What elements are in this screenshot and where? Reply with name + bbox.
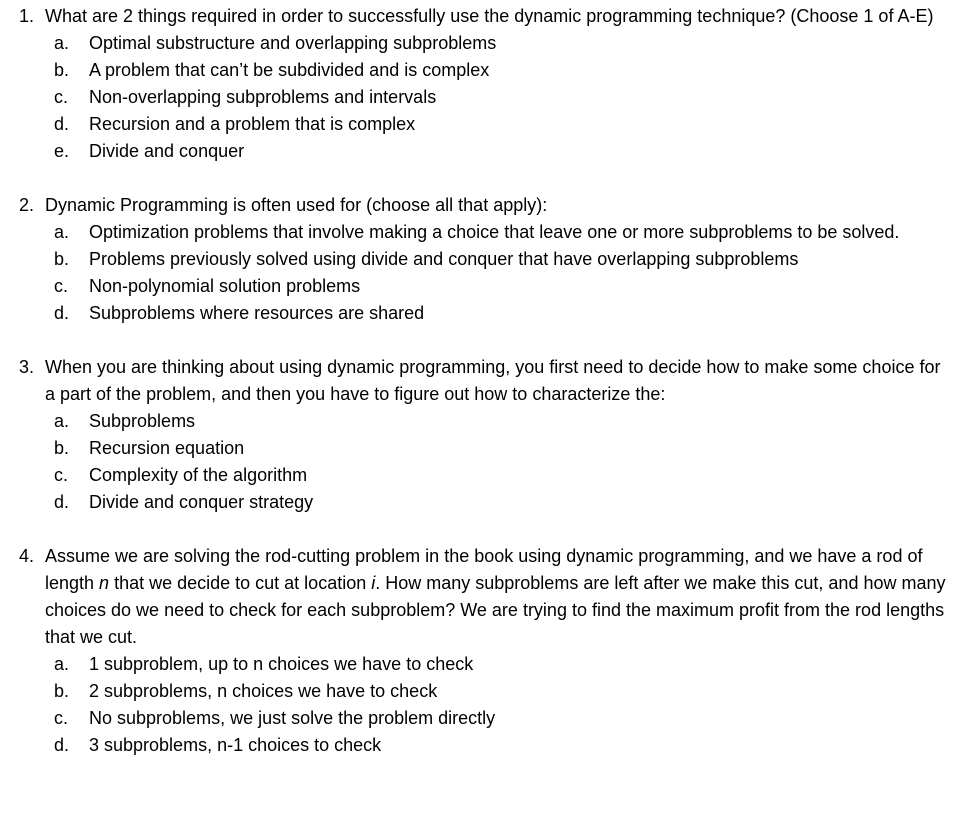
option-letter: c.: [54, 708, 69, 728]
option-b: [54, 678, 954, 705]
option-letter: c.: [54, 465, 69, 485]
option-text: 1 subproblem, up to n choices we have to check: [89, 654, 474, 674]
option-text: 3 subproblems, n-1 choices to check: [89, 735, 382, 755]
option-text: Non-polynomial solution problems: [89, 276, 361, 296]
option-text: Recursion and a problem that is complex: [89, 114, 416, 134]
option-d: [54, 489, 954, 516]
question-number: 2.: [19, 195, 35, 215]
option-e: [54, 138, 954, 165]
option-text: Problems previously solved using divide and conquer that have overlapping subproblems: [89, 249, 799, 269]
question-2: [19, 192, 954, 327]
question-number: 1.: [19, 6, 35, 26]
option-letter: b.: [54, 438, 70, 458]
option-letter: d.: [54, 492, 70, 512]
option-letter: c.: [54, 276, 69, 296]
option-text: 2 subproblems, n choices we have to check: [89, 681, 438, 701]
question-text: Dynamic Programming is often used for (choose all that apply):: [45, 195, 548, 215]
question-2-stem: [19, 192, 954, 219]
option-c: [54, 84, 954, 111]
option-letter: a.: [54, 654, 70, 674]
question-3-stem: [19, 354, 954, 408]
question-4-stem: [19, 543, 954, 651]
question-number: 3.: [19, 357, 35, 377]
option-letter: e.: [54, 141, 70, 161]
option-text: Optimal substructure and overlapping subproblems: [89, 33, 497, 53]
option-letter: d.: [54, 303, 70, 323]
option-b: [54, 57, 954, 84]
option-a: [54, 219, 954, 246]
option-letter: d.: [54, 735, 70, 755]
question-1-stem: [19, 3, 954, 30]
question-3: [19, 354, 954, 516]
question-text-part: Assume we are solving the rod-cutting problem in the book using dynamic programming, and we have a rod of length: [45, 546, 923, 593]
option-letter: a.: [54, 222, 70, 242]
option-list: [19, 408, 954, 516]
option-a: [54, 651, 954, 678]
option-letter: b.: [54, 60, 70, 80]
option-letter: a.: [54, 411, 70, 431]
question-text: When you are thinking about using dynamic programming, you first need to decide how to make some choice for a part of the problem, and then you have to figure out how to characterize the:: [45, 357, 941, 404]
variable-i: i: [371, 573, 376, 593]
option-letter: a.: [54, 33, 70, 53]
option-text: A problem that can’t be subdivided and is complex: [89, 60, 490, 80]
variable-n: n: [99, 573, 110, 593]
option-text: Subproblems: [89, 411, 196, 431]
option-list: [19, 219, 954, 327]
option-letter: b.: [54, 249, 70, 269]
option-text: No subproblems, we just solve the problem directly: [89, 708, 496, 728]
option-list: [19, 30, 954, 165]
option-b: [54, 246, 954, 273]
option-c: [54, 462, 954, 489]
question-text-part: . How many subproblems are left after we make this cut, and how many choices do we need to check for each subproblem? We are trying to find the maximum profit from the rod lengths that we cut.: [45, 573, 946, 647]
option-list: [19, 651, 954, 759]
option-text: Optimization problems that involve making a choice that leave one or more subproblems to be solved.: [89, 222, 900, 242]
option-d: [54, 111, 954, 138]
question-4: [19, 543, 954, 759]
question-1: [19, 3, 954, 165]
option-letter: c.: [54, 87, 69, 107]
option-text: Divide and conquer: [89, 141, 245, 161]
question-text: [45, 543, 954, 651]
option-a: [54, 408, 954, 435]
option-c: [54, 273, 954, 300]
question-number: 4.: [19, 546, 35, 566]
option-text: Divide and conquer strategy: [89, 492, 314, 512]
option-text: Subproblems where resources are shared: [89, 303, 425, 323]
option-d: [54, 732, 954, 759]
option-a: [54, 30, 954, 57]
option-d: [54, 300, 954, 327]
option-text: Non-overlapping subproblems and intervals: [89, 87, 437, 107]
option-c: [54, 705, 954, 732]
question-text-part: that we decide to cut at location: [109, 573, 372, 593]
option-text: Complexity of the algorithm: [89, 465, 308, 485]
question-text: What are 2 things required in order to successfully use the dynamic programming technique? (Choose 1 of A-E): [45, 6, 934, 26]
option-letter: b.: [54, 681, 70, 701]
option-text: Recursion equation: [89, 438, 245, 458]
option-letter: d.: [54, 114, 70, 134]
option-b: [54, 435, 954, 462]
